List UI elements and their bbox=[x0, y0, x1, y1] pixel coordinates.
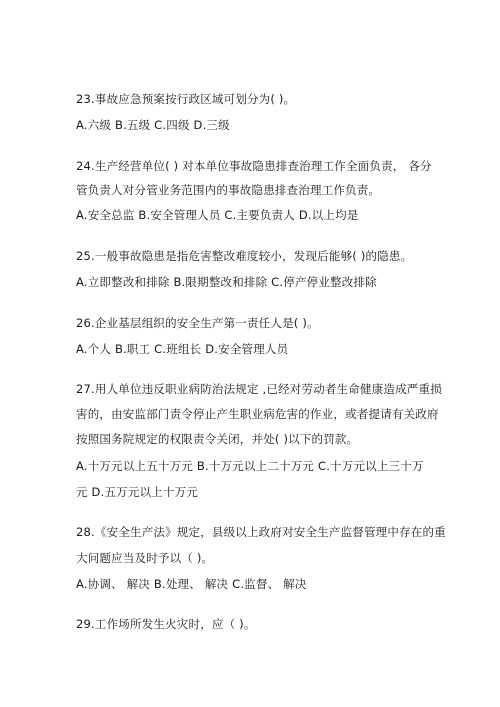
question-27-options-line-2: 元 D.五万元以上十万元 bbox=[76, 485, 199, 499]
question-25-options: A.立即整改和排除 B.限期整改和排除 C.停产停业整改排除 bbox=[76, 275, 377, 289]
question-28-stem-line-2: 大问题应当及时予以（ )。 bbox=[76, 551, 214, 565]
question-23-options: A.六级 B.五级 C.四级 D.三级 bbox=[76, 118, 230, 132]
question-23-stem-line-1: 23.事故应急预案按行政区域可划分为( )。 bbox=[76, 92, 296, 106]
question-28-stem-line-1: 28.《安全生产法》规定，县级以上政府对安全生产监督管理中存在的重 bbox=[76, 525, 446, 539]
question-28-options: A.协调、 解决 B.处理、 解决 C.监督、 解决 bbox=[76, 577, 307, 591]
question-24-stem-line-2: 管负责人对分管业务范围内的事故隐患排查治理工作负责。 bbox=[76, 183, 381, 197]
question-29-stem-line-1: 29.工作场所发生火灾时，应（ )。 bbox=[76, 617, 256, 631]
question-27-stem-line-1: 27.用人单位违反职业病防治法规定 ,已经对劳动者生命健康造成严重损 bbox=[76, 382, 442, 396]
question-27-stem-line-3: 按照国务院规定的权限责令关闭，并处( )以下的罚款。 bbox=[76, 432, 359, 446]
question-26-stem-line-1: 26.企业基层组织的安全生产第一责任人是( )。 bbox=[76, 316, 319, 330]
question-26-options: A.个人 B.职工 C.班组长 D.安全管理人员 bbox=[76, 342, 289, 356]
question-27-stem-line-2: 害的，由安监部门责令停止产生职业病危害的作业，或者提请有关政府 bbox=[76, 407, 439, 421]
question-27-options-line-1: A.十万元以上五十万元 B.十万元以上二十万元 C.十万元以上三十万 bbox=[76, 459, 424, 473]
question-24-options: A.安全总监 B.安全管理人员 C.主要负责人 D.以上均是 bbox=[76, 208, 359, 222]
question-25-stem-line-1: 25.一般事故隐患是指危害整改难度较小，发现后能够( )的隐患。 bbox=[76, 249, 413, 263]
question-24-stem-line-1: 24.生产经营单位( ) 对本单位事故隐患排查治理工作全面负责， 各分 bbox=[76, 159, 432, 173]
